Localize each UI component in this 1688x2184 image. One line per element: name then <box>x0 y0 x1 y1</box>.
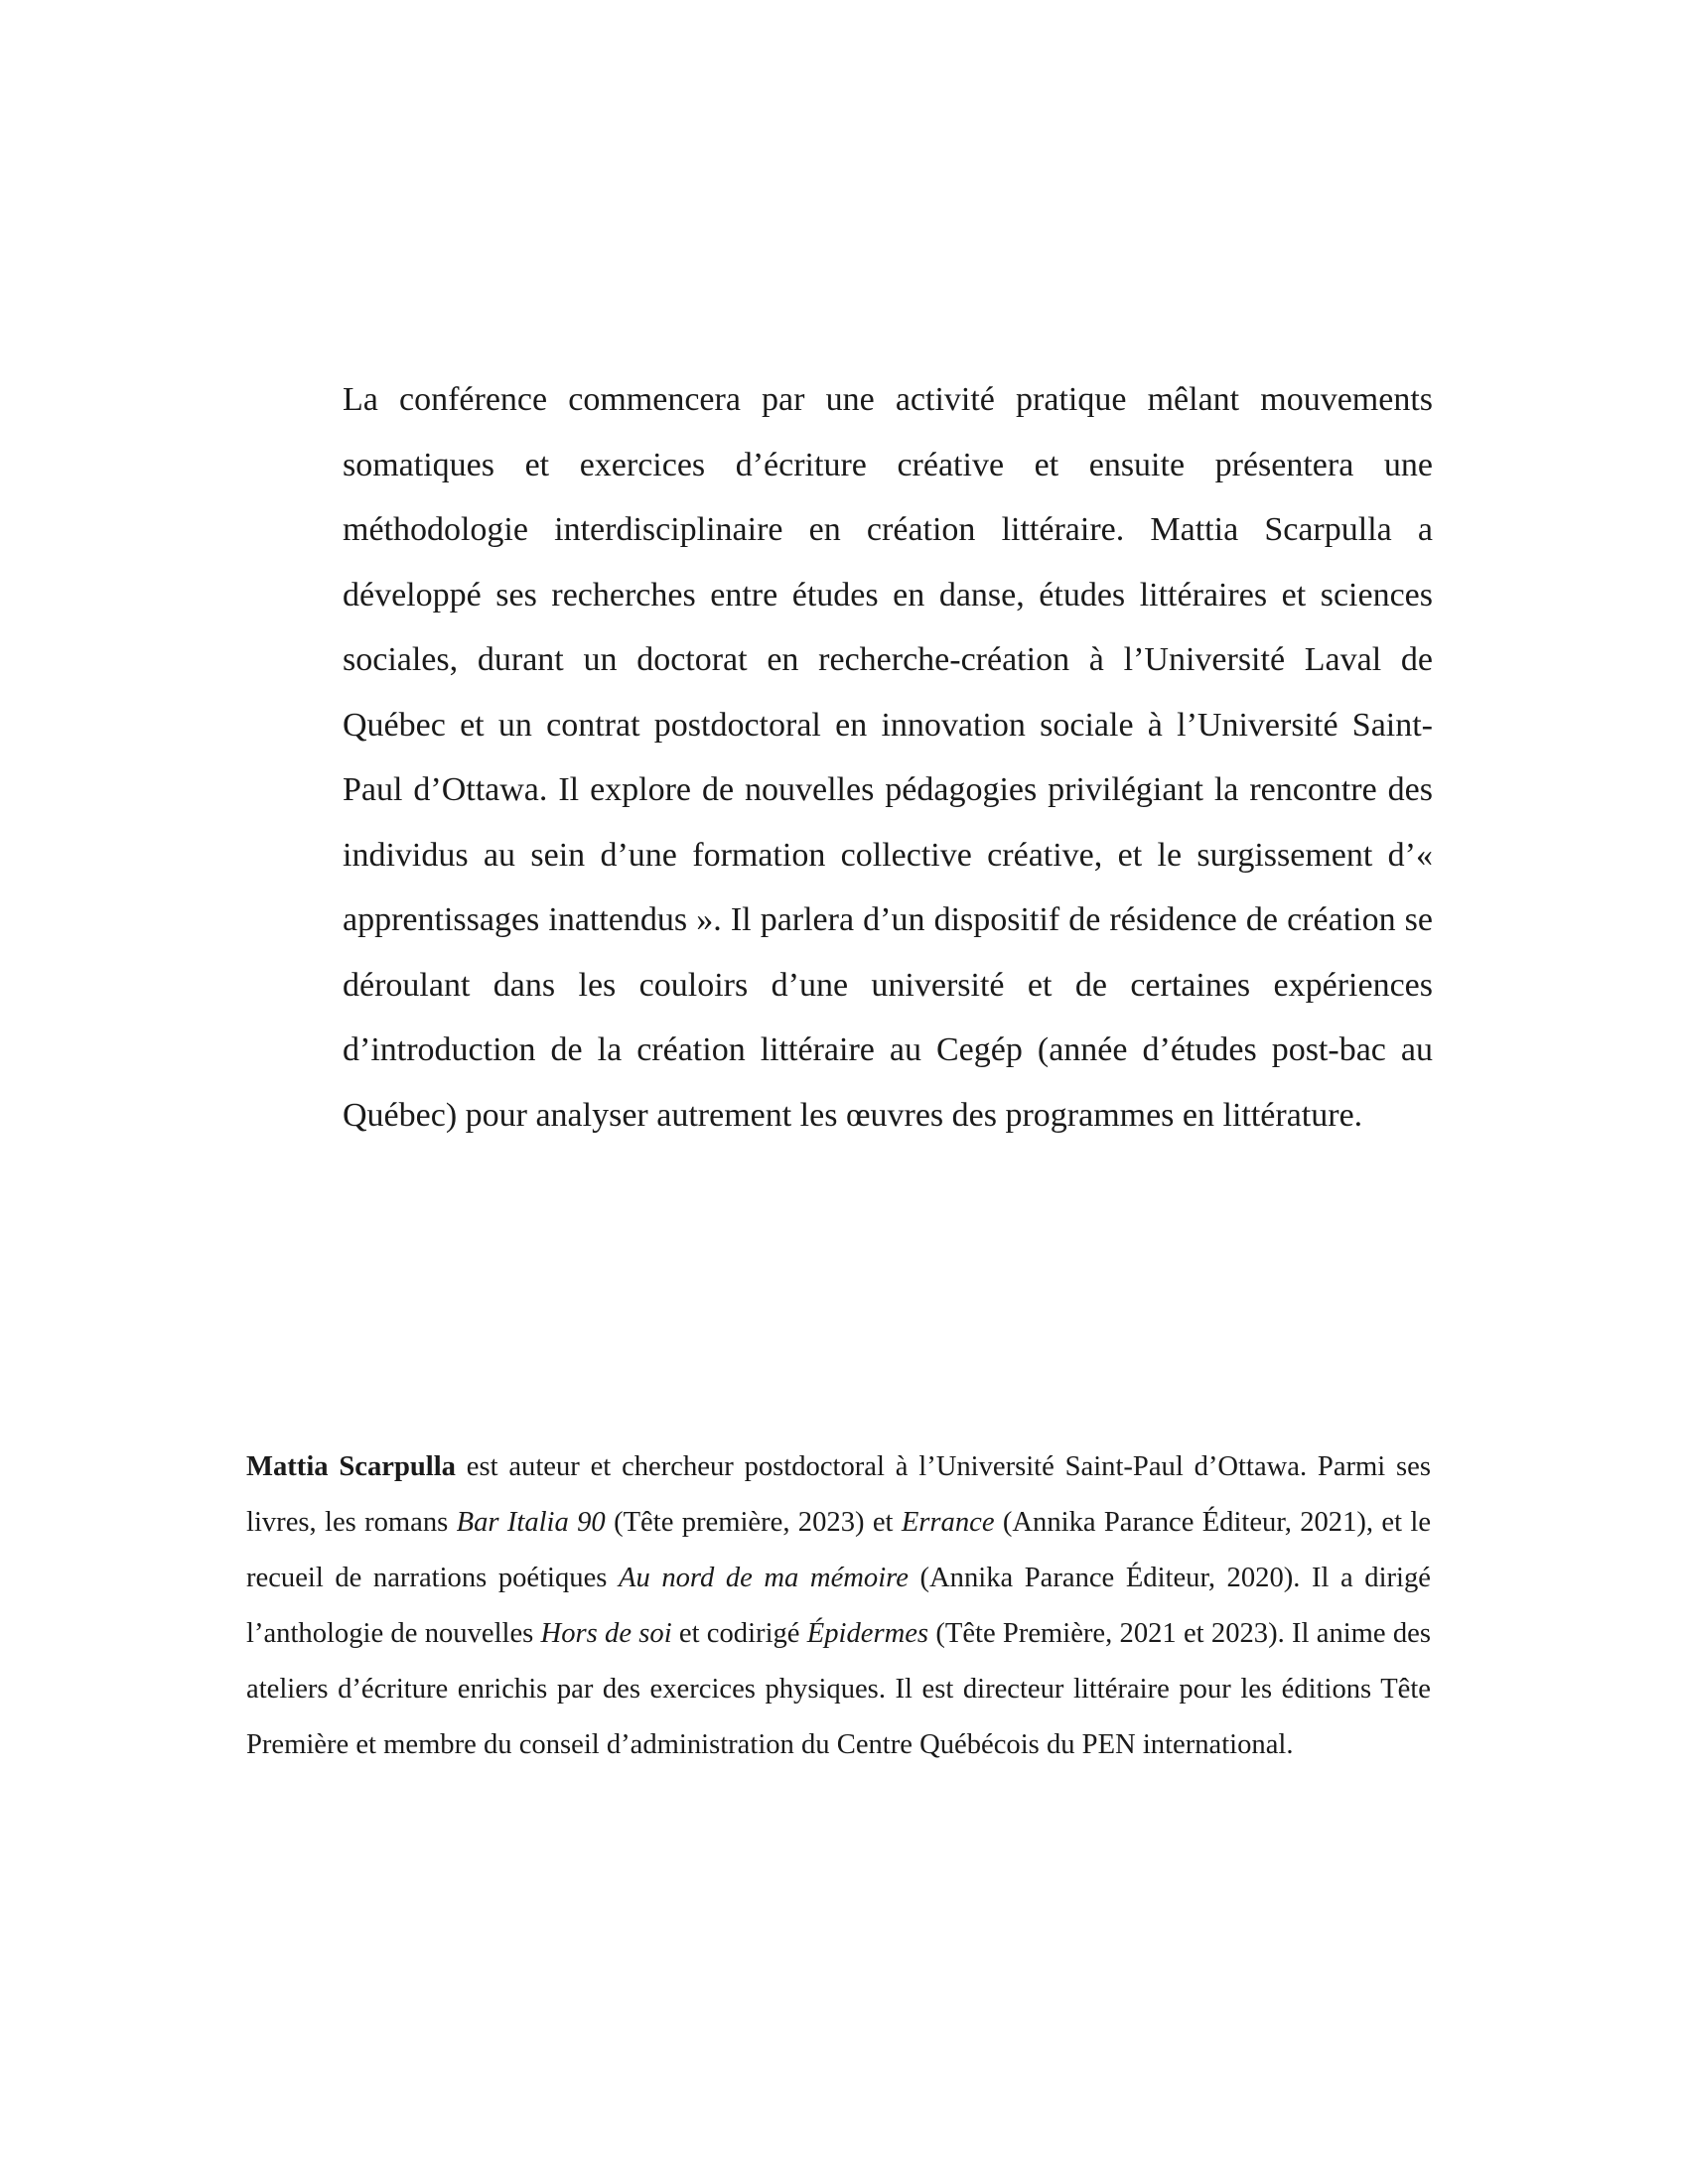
book-title-bar-italia-90: Bar Italia 90 <box>456 1507 606 1538</box>
book-title-errance: Errance <box>901 1507 995 1538</box>
book-title-epidermes: Épidermes <box>806 1618 929 1649</box>
conference-abstract-paragraph: La conférence commencera par une activité pratique mêlant mouvements somatiques et exercices d’écriture créative et ensuite présentera une méthodologie interdisciplinaire en création littéraire. Mattia Scarpulla a développé ses recherches entre études en danse, études littéraires et sciences sociales, durant un doctorat en recherche-création à l’Université Laval de Québec et un contrat postdoctoral en innovation sociale à l’Université Saint-Paul d’Ottawa. Il explore de nouvelles pédagogies privilégiant la rencontre des individus au sein d’une formation collective créative, et le surgissement d’« apprentissages inattendus ». Il parlera d’un dispositif de résidence de création se déroulant dans les couloirs d’une université et de certaines expériences d’introduction de la création littéraire au Cegép (année d’études post-bac au Québec) pour analyser autrement les œuvres des programmes en littérature. <box>343 381 1433 1134</box>
bio-text-4: (Annika Parance Éditeur, 2020). Il a dirigé l’anthologie de nouvelles <box>246 1563 1431 1649</box>
bio-text-6: (Tête Première, 2021 et 2023). Il anime des ateliers d’écriture enrichis par des exercices physiques. Il est directeur littéraire pour les éditions Tête Première et membre du conseil d’administration du Centre Québécois du PEN international. <box>246 1618 1431 1760</box>
book-title-au-nord-de-ma-memoire: Au nord de ma mémoire <box>618 1563 909 1593</box>
author-bio-paragraph <box>246 1439 1431 1773</box>
bio-text-1: est auteur et chercheur postdoctoral à l’Université Saint-Paul d’Ottawa. Parmi ses livres, les romans <box>246 1451 1431 1538</box>
bio-text-3: (Annika Parance Éditeur, 2021), et le recueil de narrations poétiques <box>246 1507 1432 1593</box>
bio-text-5: et codirigé <box>671 1618 807 1649</box>
author-name: Mattia Scarpulla <box>246 1451 456 1482</box>
book-title-hors-de-soi: Hors de soi <box>540 1618 672 1649</box>
bio-text-2: (Tête première, 2023) et <box>605 1507 902 1538</box>
